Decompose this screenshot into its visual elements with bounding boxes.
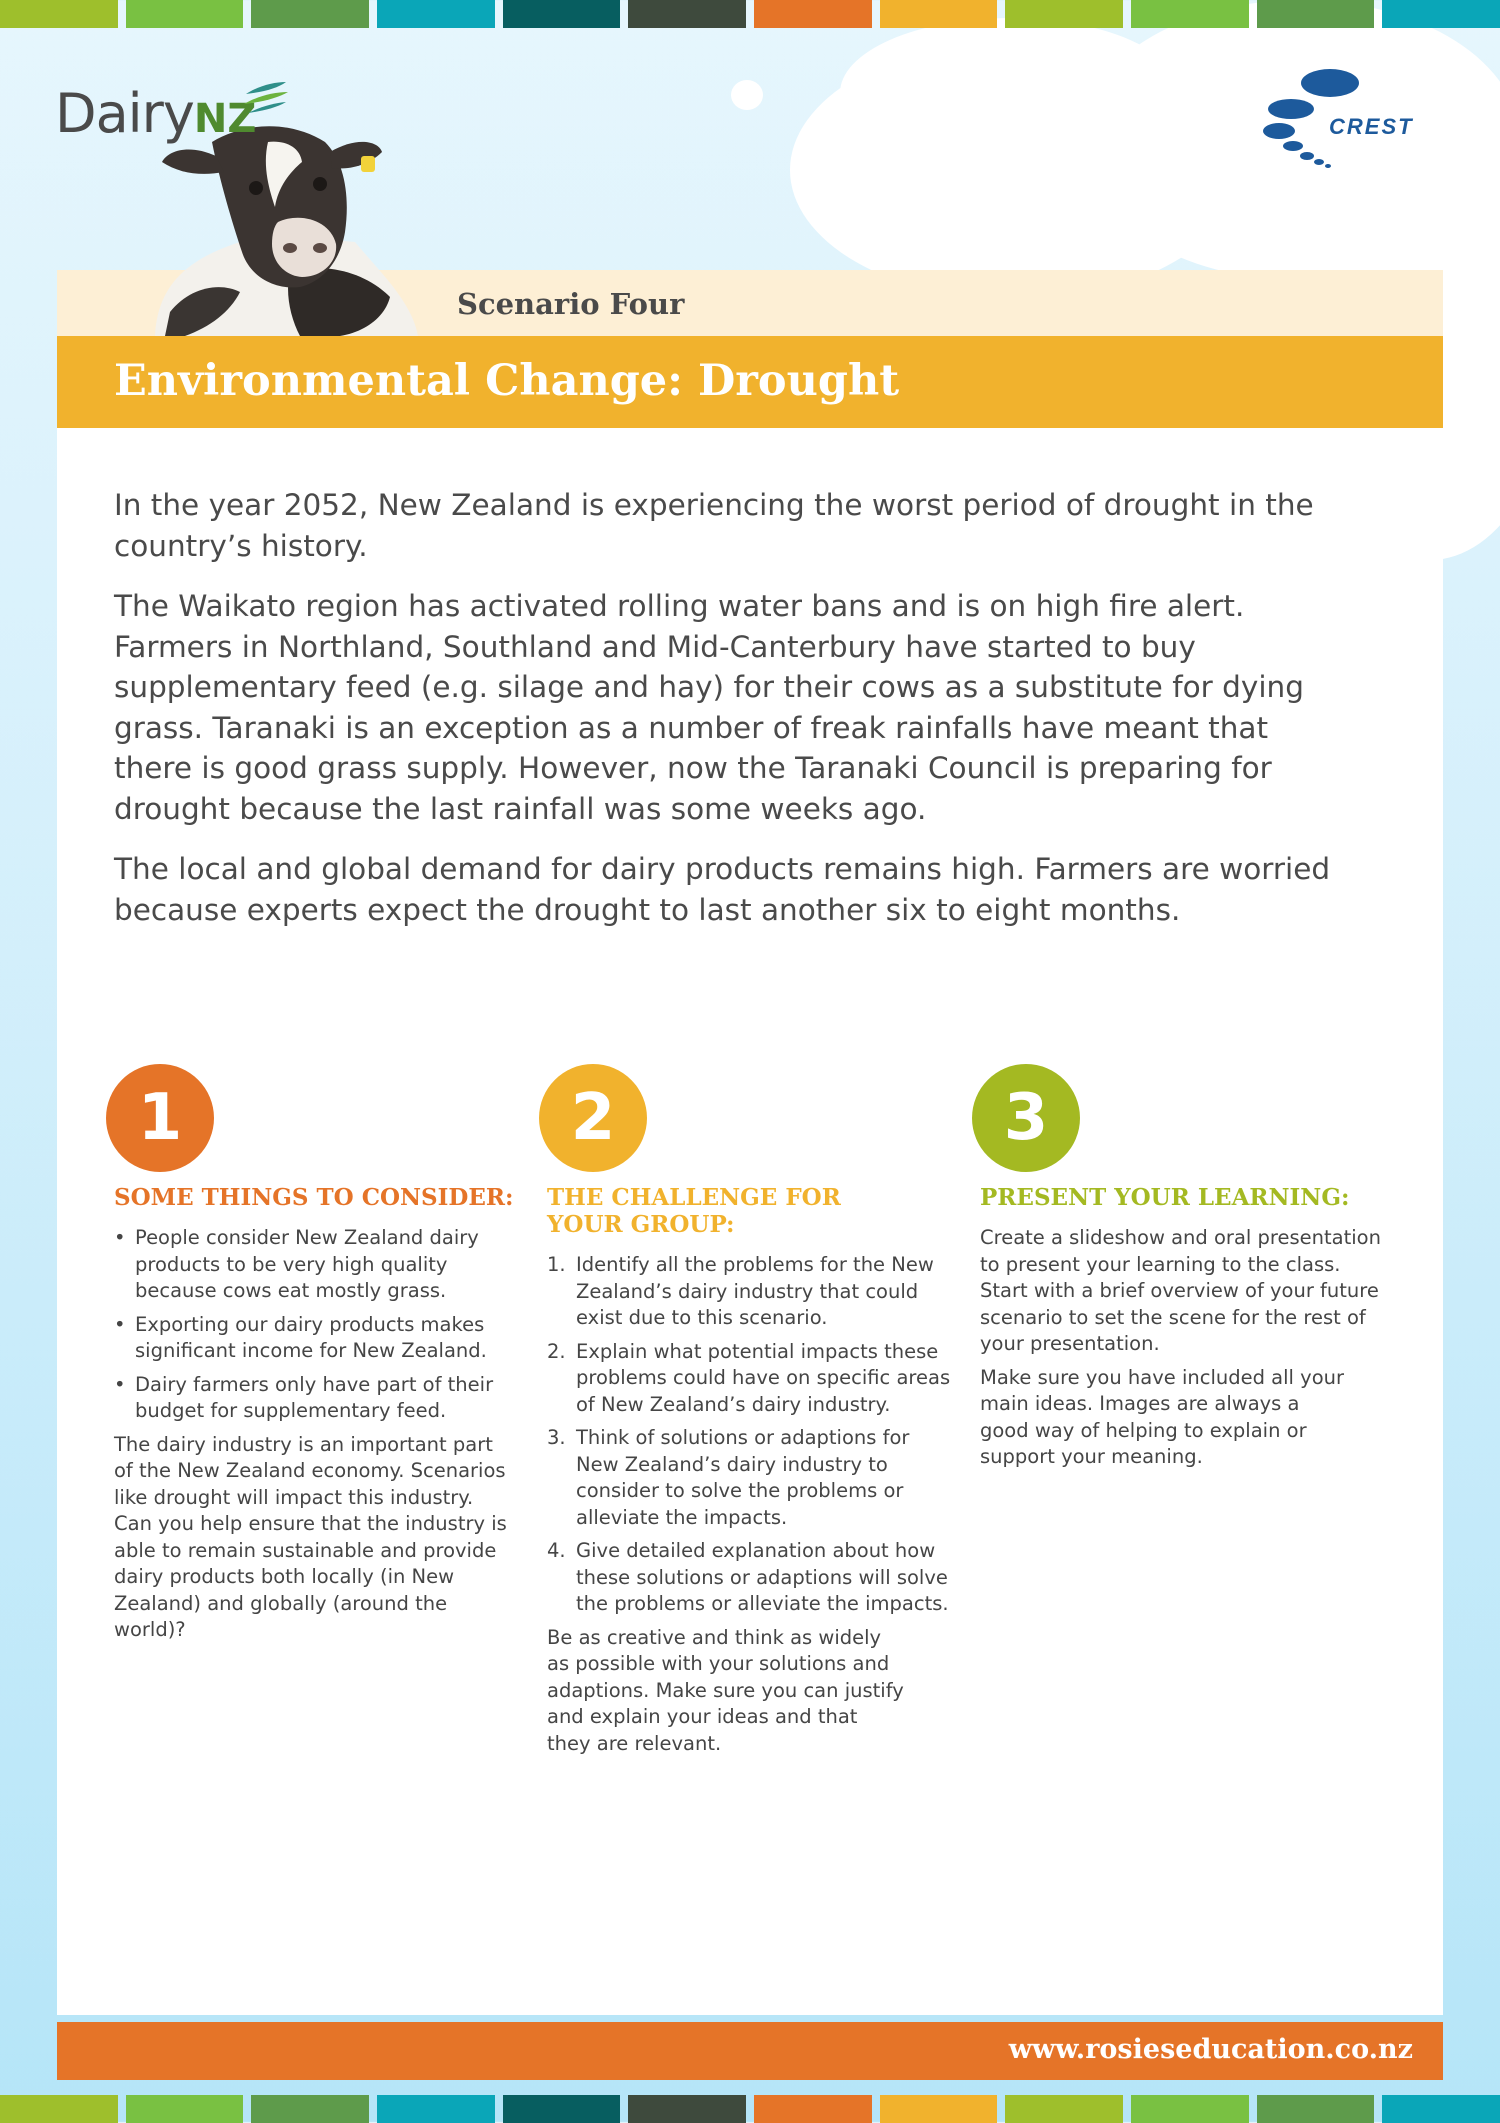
step-number-badge: 1 xyxy=(106,1064,214,1172)
intro-paragraph: In the year 2052, New Zealand is experiencing the worst period of drought in the country’s history. xyxy=(114,488,1314,563)
list-number: 3. xyxy=(547,1426,566,1449)
column-paragraph: Make sure you have included all your main ideas. Images are always a good way of helping to explain or support your meaning. xyxy=(980,1365,1344,1468)
intro-paragraph: The local and global demand for dairy products remains high. Farmers are worried because experts expect the drought to last another six to eight months. xyxy=(114,852,1331,927)
list-item: • People consider New Zealand dairy products to be very high quality because cows eat mostly grass. xyxy=(114,1225,514,1305)
list-number: 1. xyxy=(547,1253,566,1276)
color-stripe xyxy=(1382,0,1500,28)
page-title: Environmental Change: Drought xyxy=(114,356,900,406)
logo-nz: NZ xyxy=(193,96,257,142)
color-stripe xyxy=(126,2095,244,2123)
color-stripe xyxy=(754,2095,872,2123)
list-number: 4. xyxy=(547,1539,566,1562)
column-paragraph: Be as creative and think as widely as possible with your solutions and adaptions. Make sure you can justify and explain your ideas and that they are relevant. xyxy=(547,1625,904,1755)
leaf-swoosh-icon xyxy=(244,80,288,114)
scenario-subtitle: Scenario Four xyxy=(457,287,685,321)
list-item: • Exporting our dairy products makes significant income for New Zealand. xyxy=(114,1312,514,1365)
color-stripe xyxy=(754,0,872,28)
step-number-badge: 3 xyxy=(972,1064,1080,1172)
logo-text: Dairy xyxy=(55,82,194,145)
column-challenge xyxy=(547,1064,957,1764)
list-item xyxy=(547,1252,957,1332)
color-stripe xyxy=(880,2095,998,2123)
column-heading xyxy=(547,1184,847,1238)
list-item xyxy=(547,1538,957,1618)
column-paragraph: Create a slideshow and oral presentation to present your learning to the class. Start with a brief overview of your future scenario to set the scene for the rest of your presentation. xyxy=(980,1226,1381,1355)
step-number-badge: 2 xyxy=(539,1064,647,1172)
intro-section xyxy=(114,485,1334,950)
list-item-text: Give detailed explanation about how these solutions or adaptions will solve the problems or alleviate the impacts. xyxy=(576,1539,949,1615)
list-item-text: Explain what potential impacts these problems could have on specific areas of New Zealand’s dairy industry. xyxy=(576,1339,951,1416)
top-color-stripes xyxy=(0,0,1500,28)
color-stripe xyxy=(1257,0,1375,28)
color-stripe xyxy=(377,0,495,28)
color-stripe xyxy=(1005,0,1123,28)
crest-wordmark: CREST xyxy=(1329,114,1414,139)
intro-paragraph: The Waikato region has activated rolling water bans and is on high fire alert. Farmers in Northland, Southland and Mid-Canterbury have started to buy supplementary feed (e.g. silage and hay) for their cows as a substitute for dying grass. Taranaki is an exception as a number of freak rainfalls have meant that there is good grass supply. However, now the Taranaki Council is preparing for drought because the last rainfall was some weeks ago. xyxy=(114,589,1304,826)
numbered-list xyxy=(547,1252,957,1618)
cow-illustration xyxy=(150,122,460,336)
color-stripe xyxy=(0,2095,118,2123)
cloud-dot xyxy=(731,80,763,110)
color-stripe xyxy=(0,0,118,28)
list-item-text: Identify all the problems for the New Zealand’s dairy industry that could exist due to this scenario. xyxy=(576,1253,934,1329)
list-item: • Dairy farmers only have part of their budget for supplementary feed. xyxy=(114,1372,514,1425)
column-heading-text: THE CHALLENGE FOR YOUR GROUP: xyxy=(547,1184,841,1238)
list-item xyxy=(547,1425,957,1531)
column-heading: SOME THINGS TO CONSIDER: xyxy=(114,1184,514,1211)
color-stripe xyxy=(377,2095,495,2123)
dairynz-logo xyxy=(55,82,256,145)
color-stripe xyxy=(251,2095,369,2123)
color-stripe xyxy=(1005,2095,1123,2123)
color-stripe xyxy=(628,0,746,28)
bottom-color-stripes xyxy=(0,2095,1500,2123)
color-stripe xyxy=(880,0,998,28)
column-present xyxy=(980,1064,1390,1478)
color-stripe xyxy=(628,2095,746,2123)
color-stripe xyxy=(1382,2095,1500,2123)
column-heading: PRESENT YOUR LEARNING: xyxy=(980,1184,1350,1211)
color-stripe xyxy=(503,0,621,28)
color-stripe xyxy=(1131,0,1249,28)
color-stripe xyxy=(503,2095,621,2123)
color-stripe xyxy=(251,0,369,28)
column-paragraph: The dairy industry is an important part of the New Zealand economy. Scenarios like drought will impact this industry. Can you help ensure that the industry is able to remain sustainable and provide dairy products both locally (in New Zealand) and globally (around the world)? xyxy=(114,1432,507,1641)
bullet-list xyxy=(114,1225,514,1425)
color-stripe xyxy=(126,0,244,28)
list-item xyxy=(547,1339,957,1419)
list-number: 2. xyxy=(547,1339,566,1363)
list-item-text: Think of solutions or adaptions for New Zealand’s dairy industry to consider to solve the problems or alleviate the impacts. xyxy=(576,1426,910,1529)
color-stripe xyxy=(1131,2095,1249,2123)
footer-band xyxy=(57,2022,1443,2080)
color-stripe xyxy=(1257,2095,1375,2123)
column-consider xyxy=(114,1064,514,1651)
website-link[interactable]: www.rosieseducation.co.nz xyxy=(1008,2034,1413,2065)
